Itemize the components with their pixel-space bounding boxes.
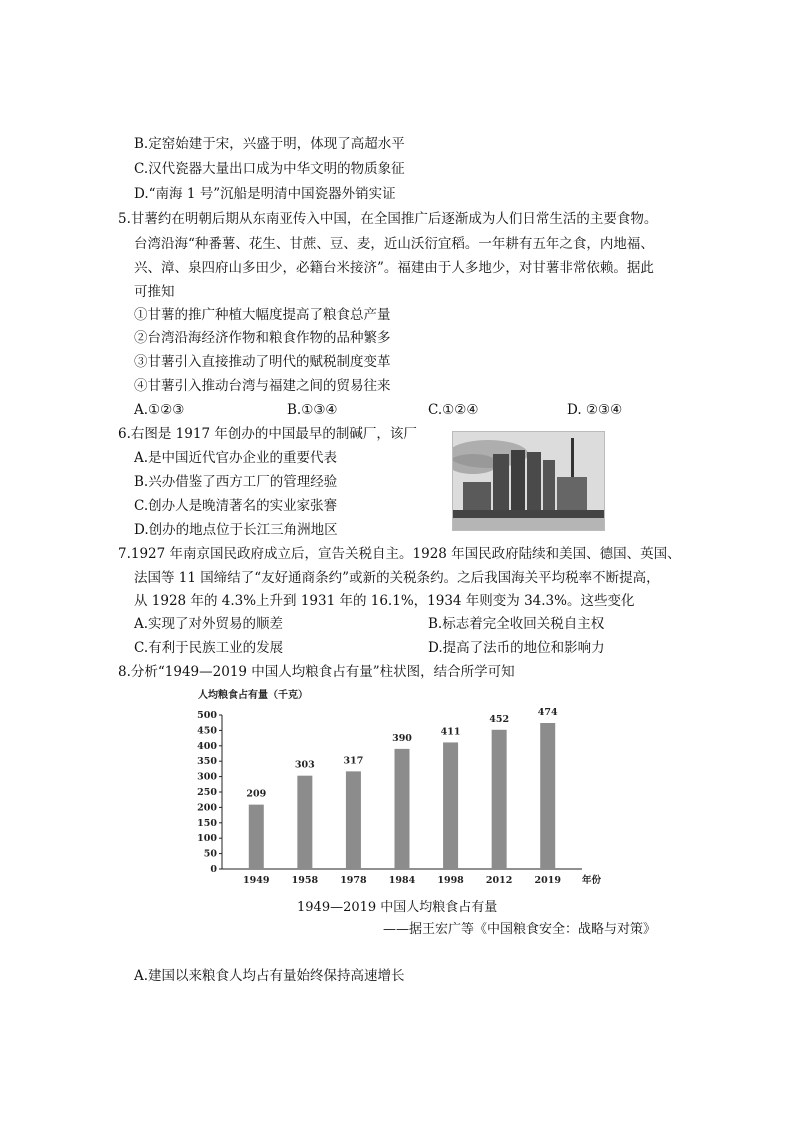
chart-caption: 1949—2019 中国人均粮食占有量: [297, 900, 498, 915]
q7-option-c: C.有利于民族工业的发展: [134, 640, 284, 656]
value-label-2012: 452: [489, 713, 510, 725]
y-tick-label: 50: [203, 848, 217, 860]
q6-option-b: B.兴办借鉴了西方工厂的管理经验: [134, 474, 338, 490]
x-tick-label-1949: 1949: [243, 875, 270, 886]
bar-1958: [297, 776, 312, 869]
value-label-1949: 209: [246, 788, 267, 800]
value-label-1984: 390: [392, 732, 412, 744]
q7-option-b: B.标志着完全收回关税自主权: [428, 616, 605, 632]
q7-option-a: A.实现了对外贸易的顺差: [134, 616, 284, 632]
q5-item-3: ③甘薯引入直接推动了明代的赋税制度变革: [134, 354, 391, 370]
y-tick-label: 500: [197, 710, 217, 721]
bar-1984: [395, 749, 410, 869]
y-tick-label: 450: [197, 725, 217, 737]
bar-1978: [346, 771, 361, 869]
q5-stem-line-4: 可推知: [134, 284, 175, 300]
q6-option-d: D.创办的地点位于长江三角洲地区: [134, 522, 338, 538]
value-label-1998: 411: [440, 726, 461, 738]
x-tick-label-2019: 2019: [534, 875, 561, 886]
q7-stem-line-3: 从 1928 年的 4.3%上升到 1931 年的 16.1%，1934 年则变为 34.3%。这些变化: [134, 593, 635, 609]
q5-item-4: ④甘薯引入推动台湾与福建之间的贸易往来: [134, 378, 391, 394]
q4-option-d: D.“南海 1 号”沉船是明清中国瓷器外销实证: [134, 186, 396, 202]
q5-item-2: ②台湾沿海经济作物和粮食作物的品种繁多: [134, 330, 391, 346]
y-tick-label: 400: [197, 740, 217, 752]
x-tick-label-2012: 2012: [485, 875, 513, 886]
q7-option-d: D.提高了法币的地位和影响力: [428, 640, 605, 656]
q7-stem-line-2: 法国等 11 国缔结了“友好通商条约”或新的关税条约。之后我国海关平均税率不断提高，: [134, 570, 660, 586]
grain-per-capita-chart: [190, 686, 650, 906]
bar-1949: [249, 805, 264, 869]
bar-2019: [540, 723, 555, 869]
q5-choice-d: D. ②③④: [567, 402, 623, 418]
bar-chart-svg: [190, 686, 650, 906]
q5-stem-line-1: 5.甘薯约在明朝后期从东南亚传入中国，在全国推广后逐渐成为人们日常生活的主要食物。: [118, 211, 658, 227]
y-tick-label: 350: [197, 756, 217, 768]
q5-choice-b: B.①③④: [287, 402, 338, 418]
q8-option-a: A.建国以来粮食人均占有量始终保持高速增长: [134, 968, 405, 984]
factory-photo: [452, 431, 605, 531]
y-tick-label: 300: [197, 771, 217, 783]
q5-item-1: ①甘薯的推广种植大幅度提高了粮食总产量: [134, 307, 391, 323]
bar-2012: [492, 730, 507, 869]
chart-ylabel: 人均粮食占有量（千克）: [198, 690, 308, 701]
chart-xlabel: 年份: [582, 875, 602, 886]
q5-stem-line-3: 兴、漳、泉四府山多田少，必籍台米接济”。福建由于人多地少，对甘薯非常依赖。据此: [134, 260, 654, 276]
q5-choice-c: C.①②④: [428, 402, 479, 418]
y-tick-label: 150: [197, 817, 217, 829]
x-tick-label-1984: 1984: [388, 875, 416, 886]
q4-option-c: C.汉代瓷器大量出口成为中华文明的物质象征: [134, 161, 405, 177]
bar-1998: [443, 742, 458, 869]
value-label-1958: 303: [294, 759, 315, 771]
y-tick-label: 100: [197, 833, 217, 845]
q5-choice-a: A.①②③: [134, 402, 185, 418]
x-tick-label-1958: 1958: [291, 875, 319, 886]
x-tick-label-1978: 1978: [340, 875, 367, 886]
x-tick-label-1998: 1998: [437, 875, 464, 886]
value-label-2019: 474: [537, 707, 558, 719]
q6-option-a: A.是中国近代官办企业的重要代表: [134, 450, 338, 466]
factory-illustration: [453, 432, 604, 530]
q8-stem: 8.分析“1949—2019 中国人均粮食占有量”柱状图，结合所学可知: [118, 664, 515, 680]
y-tick-label: 0: [210, 864, 217, 875]
q6-option-c: C.创办人是晚清著名的实业家张謇: [134, 498, 338, 514]
y-tick-label: 200: [197, 802, 217, 814]
y-tick-label: 250: [197, 787, 217, 798]
q7-stem-line-1: 7.1927 年南京国民政府成立后，宣告关税自主。1928 年国民政府陆续和美国、德国、英国、: [118, 546, 681, 562]
chart-source: ——据王宏广等《中国粮食安全：战略与对策》: [383, 922, 657, 937]
q4-option-b: B.定窑始建于宋，兴盛于明，体现了高超水平: [134, 136, 405, 152]
value-label-1978: 317: [343, 755, 364, 767]
q5-stem-line-2: 台湾沿海“种番薯、花生、甘蔗、豆、麦，近山沃衍宜稻。一年耕有五年之食，内地福、: [134, 236, 654, 252]
q6-stem: 6.右图是 1917 年创办的中国最早的制碱厂，该厂: [118, 426, 417, 442]
